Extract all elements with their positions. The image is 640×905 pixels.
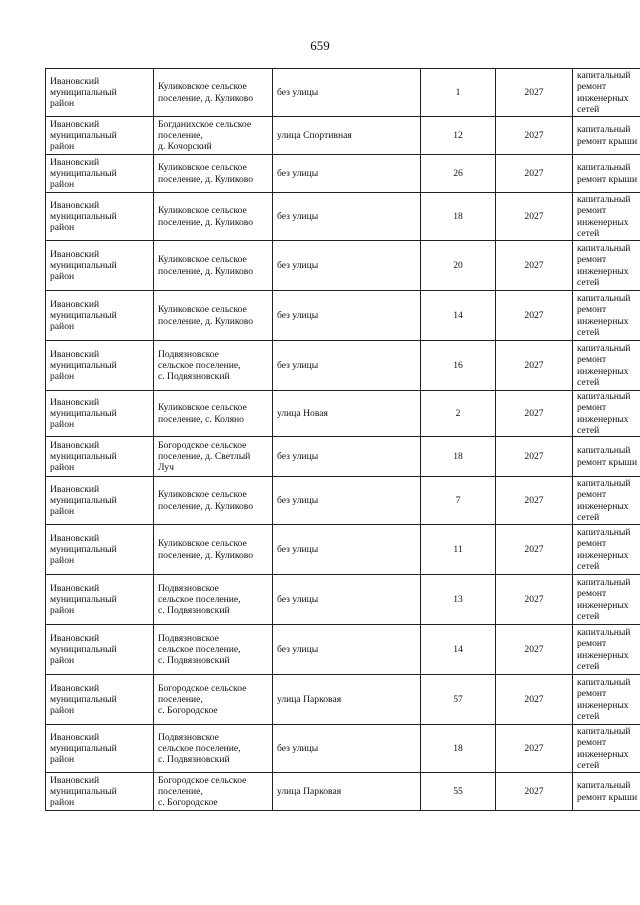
- table-row: [46, 575, 640, 625]
- table-row: [46, 525, 640, 575]
- district-cell-text: Ивановский муниципальный район: [50, 75, 117, 110]
- district-cell: [46, 575, 154, 625]
- year-cell-text: 2027: [524, 543, 544, 555]
- street-cell-text: без улицы: [277, 167, 319, 179]
- house-number-cell: [421, 341, 496, 391]
- settlement-cell: [154, 291, 273, 341]
- house-number-cell-text: 7: [455, 494, 461, 506]
- district-cell: [46, 69, 154, 117]
- district-cell: [46, 477, 154, 525]
- year-cell: [496, 437, 573, 477]
- street-cell: [273, 575, 421, 625]
- house-number-cell: [421, 575, 496, 625]
- street-cell: [273, 525, 421, 575]
- work-type-cell-text: капитальный ремонт инженерных сетей: [577, 627, 631, 672]
- year-cell: [496, 575, 573, 625]
- year-cell: [496, 675, 573, 725]
- table-row: [46, 773, 640, 811]
- work-type-cell-text: капитальный ремонт инженерных сетей: [577, 194, 631, 239]
- settlement-cell-text: Богородское сельское поселение, с. Богородское: [158, 774, 247, 809]
- house-number-cell: [421, 241, 496, 291]
- house-number-cell-text: 14: [453, 309, 463, 321]
- settlement-cell: [154, 155, 273, 193]
- work-type-cell-text: капитальный ремонт инженерных сетей: [577, 391, 631, 436]
- street-cell-text: без улицы: [277, 210, 319, 222]
- year-cell: [496, 193, 573, 241]
- district-cell-text: Ивановский муниципальный район: [50, 298, 117, 333]
- district-cell-text: Ивановский муниципальный район: [50, 248, 117, 283]
- settlement-cell-text: Куликовское сельское поселение, д. Куликово: [158, 162, 254, 185]
- work-type-cell: [573, 241, 640, 291]
- district-cell: [46, 525, 154, 575]
- work-type-cell-text: капитальный ремонт крыши: [577, 124, 638, 147]
- district-cell-text: Ивановский муниципальный район: [50, 582, 117, 617]
- district-cell: [46, 117, 154, 155]
- house-number-cell-text: 26: [453, 167, 463, 179]
- house-number-cell-text: 55: [453, 785, 463, 797]
- work-type-cell: [573, 155, 640, 193]
- street-cell-text: без улицы: [277, 643, 319, 655]
- settlement-cell: [154, 725, 273, 773]
- year-cell: [496, 625, 573, 675]
- street-cell-text: без улицы: [277, 259, 319, 271]
- street-cell: [273, 69, 421, 117]
- work-type-cell: [573, 193, 640, 241]
- settlement-cell-text: Богородское сельское поселение, с. Богородское: [158, 682, 247, 717]
- house-number-cell: [421, 773, 496, 811]
- settlement-cell: [154, 477, 273, 525]
- work-type-cell-text: капитальный ремонт инженерных сетей: [577, 293, 631, 338]
- street-cell-text: без улицы: [277, 494, 319, 506]
- year-cell-text: 2027: [524, 494, 544, 506]
- house-number-cell: [421, 525, 496, 575]
- housing-repair-table: [45, 68, 640, 811]
- year-cell: [496, 391, 573, 437]
- settlement-cell-text: Куликовское сельское поселение, д. Куликово: [158, 254, 254, 277]
- district-cell: [46, 437, 154, 477]
- table-row: [46, 241, 640, 291]
- settlement-cell-text: Куликовское сельское поселение, с. Коляно: [158, 402, 247, 425]
- settlement-cell: [154, 117, 273, 155]
- street-cell: [273, 391, 421, 437]
- house-number-cell-text: 14: [453, 643, 463, 655]
- district-cell: [46, 625, 154, 675]
- street-cell-text: улица Парковая: [277, 785, 342, 797]
- year-cell-text: 2027: [524, 742, 544, 754]
- settlement-cell: [154, 773, 273, 811]
- street-cell: [273, 155, 421, 193]
- year-cell-text: 2027: [524, 643, 544, 655]
- settlement-cell: [154, 193, 273, 241]
- work-type-cell: [573, 69, 640, 117]
- table-body: [46, 69, 640, 811]
- district-cell-text: Ивановский муниципальный район: [50, 396, 117, 431]
- year-cell: [496, 117, 573, 155]
- table-row: [46, 625, 640, 675]
- house-number-cell-text: 11: [453, 543, 463, 555]
- street-cell: [273, 291, 421, 341]
- house-number-cell-text: 1: [455, 86, 461, 98]
- work-type-cell: [573, 525, 640, 575]
- settlement-cell-text: Куликовское сельское поселение, д. Куликово: [158, 538, 254, 561]
- settlement-cell: [154, 437, 273, 477]
- year-cell: [496, 241, 573, 291]
- house-number-cell: [421, 391, 496, 437]
- district-cell: [46, 391, 154, 437]
- district-cell-text: Ивановский муниципальный район: [50, 483, 117, 518]
- street-cell: [273, 773, 421, 811]
- street-cell-text: без улицы: [277, 593, 319, 605]
- year-cell: [496, 773, 573, 811]
- work-type-cell: [573, 625, 640, 675]
- work-type-cell-text: капитальный ремонт инженерных сетей: [577, 527, 631, 572]
- year-cell-text: 2027: [524, 86, 544, 98]
- year-cell: [496, 525, 573, 575]
- street-cell-text: без улицы: [277, 309, 319, 321]
- district-cell-text: Ивановский муниципальный район: [50, 118, 117, 153]
- table-row: [46, 117, 640, 155]
- settlement-cell-text: Подвязновское сельское поселение, с. Подвязновский: [158, 348, 241, 383]
- street-cell-text: без улицы: [277, 450, 319, 462]
- work-type-cell: [573, 675, 640, 725]
- house-number-cell-text: 20: [453, 259, 463, 271]
- work-type-cell: [573, 291, 640, 341]
- settlement-cell-text: Богданихское сельское поселение, д. Кочорский: [158, 118, 252, 153]
- settlement-cell: [154, 625, 273, 675]
- work-type-cell: [573, 341, 640, 391]
- street-cell: [273, 625, 421, 675]
- table-row: [46, 391, 640, 437]
- street-cell-text: без улицы: [277, 86, 319, 98]
- year-cell-text: 2027: [524, 693, 544, 705]
- settlement-cell: [154, 241, 273, 291]
- settlement-cell-text: Подвязновское сельское поселение, с. Подвязновский: [158, 632, 241, 667]
- street-cell: [273, 117, 421, 155]
- district-cell-text: Ивановский муниципальный район: [50, 532, 117, 567]
- work-type-cell-text: капитальный ремонт инженерных сетей: [577, 70, 631, 115]
- year-cell: [496, 69, 573, 117]
- work-type-cell-text: капитальный ремонт крыши: [577, 780, 638, 803]
- work-type-cell-text: капитальный ремонт крыши: [577, 445, 638, 468]
- street-cell-text: улица Спортивная: [277, 129, 352, 141]
- settlement-cell: [154, 575, 273, 625]
- settlement-cell-text: Богородское сельское поселение, д. Светлый Луч: [158, 439, 251, 474]
- street-cell-text: улица Парковая: [277, 693, 342, 705]
- district-cell-text: Ивановский муниципальный район: [50, 731, 117, 766]
- work-type-cell: [573, 117, 640, 155]
- work-type-cell: [573, 725, 640, 773]
- house-number-cell: [421, 155, 496, 193]
- street-cell-text: без улицы: [277, 543, 319, 555]
- district-cell: [46, 341, 154, 391]
- year-cell: [496, 725, 573, 773]
- district-cell: [46, 675, 154, 725]
- street-cell: [273, 477, 421, 525]
- year-cell-text: 2027: [524, 210, 544, 222]
- work-type-cell-text: капитальный ремонт инженерных сетей: [577, 577, 631, 622]
- work-type-cell-text: капитальный ремонт инженерных сетей: [577, 677, 631, 722]
- settlement-cell: [154, 525, 273, 575]
- settlement-cell: [154, 69, 273, 117]
- house-number-cell-text: 18: [453, 210, 463, 222]
- street-cell: [273, 341, 421, 391]
- work-type-cell: [573, 773, 640, 811]
- year-cell: [496, 477, 573, 525]
- district-cell-text: Ивановский муниципальный район: [50, 156, 117, 191]
- year-cell-text: 2027: [524, 167, 544, 179]
- year-cell-text: 2027: [524, 785, 544, 797]
- district-cell-text: Ивановский муниципальный район: [50, 199, 117, 234]
- district-cell: [46, 241, 154, 291]
- table-row: [46, 341, 640, 391]
- district-cell-text: Ивановский муниципальный район: [50, 439, 117, 474]
- house-number-cell: [421, 69, 496, 117]
- year-cell-text: 2027: [524, 309, 544, 321]
- street-cell: [273, 193, 421, 241]
- year-cell-text: 2027: [524, 450, 544, 462]
- table-row: [46, 675, 640, 725]
- house-number-cell-text: 18: [453, 742, 463, 754]
- settlement-cell-text: Подвязновское сельское поселение, с. Подвязновский: [158, 582, 241, 617]
- settlement-cell-text: Куликовское сельское поселение, д. Куликово: [158, 81, 254, 104]
- street-cell: [273, 725, 421, 773]
- street-cell-text: улица Новая: [277, 407, 328, 419]
- table-row: [46, 725, 640, 773]
- work-type-cell-text: капитальный ремонт инженерных сетей: [577, 243, 631, 288]
- house-number-cell: [421, 193, 496, 241]
- house-number-cell: [421, 437, 496, 477]
- district-cell-text: Ивановский муниципальный район: [50, 348, 117, 383]
- house-number-cell-text: 2: [455, 407, 461, 419]
- year-cell: [496, 291, 573, 341]
- street-cell-text: без улицы: [277, 359, 319, 371]
- house-number-cell: [421, 477, 496, 525]
- house-number-cell-text: 57: [453, 693, 463, 705]
- district-cell: [46, 773, 154, 811]
- year-cell-text: 2027: [524, 259, 544, 271]
- settlement-cell-text: Куликовское сельское поселение, д. Куликово: [158, 205, 254, 228]
- street-cell: [273, 675, 421, 725]
- house-number-cell: [421, 291, 496, 341]
- settlement-cell-text: Куликовское сельское поселение, д. Куликово: [158, 489, 254, 512]
- year-cell-text: 2027: [524, 593, 544, 605]
- table-row: [46, 437, 640, 477]
- district-cell-text: Ивановский муниципальный район: [50, 632, 117, 667]
- street-cell: [273, 437, 421, 477]
- house-number-cell: [421, 725, 496, 773]
- street-cell: [273, 241, 421, 291]
- settlement-cell-text: Подвязновское сельское поселение, с. Подвязновский: [158, 731, 241, 766]
- table-row: [46, 193, 640, 241]
- settlement-cell: [154, 341, 273, 391]
- house-number-cell: [421, 675, 496, 725]
- house-number-cell: [421, 117, 496, 155]
- work-type-cell: [573, 477, 640, 525]
- table-row: [46, 69, 640, 117]
- table-row: [46, 291, 640, 341]
- district-cell: [46, 725, 154, 773]
- house-number-cell-text: 18: [453, 450, 463, 462]
- year-cell: [496, 155, 573, 193]
- work-type-cell-text: капитальный ремонт инженерных сетей: [577, 478, 631, 523]
- district-cell-text: Ивановский муниципальный район: [50, 682, 117, 717]
- page-number: 659: [310, 38, 330, 53]
- house-number-cell: [421, 625, 496, 675]
- district-cell: [46, 291, 154, 341]
- work-type-cell: [573, 437, 640, 477]
- district-cell: [46, 193, 154, 241]
- district-cell: [46, 155, 154, 193]
- year-cell-text: 2027: [524, 407, 544, 419]
- street-cell-text: без улицы: [277, 742, 319, 754]
- house-number-cell-text: 12: [453, 129, 463, 141]
- work-type-cell: [573, 391, 640, 437]
- settlement-cell-text: Куликовское сельское поселение, д. Куликово: [158, 304, 254, 327]
- year-cell-text: 2027: [524, 359, 544, 371]
- table-row: [46, 155, 640, 193]
- work-type-cell: [573, 575, 640, 625]
- house-number-cell-text: 13: [453, 593, 463, 605]
- house-number-cell-text: 16: [453, 359, 463, 371]
- year-cell: [496, 341, 573, 391]
- settlement-cell: [154, 391, 273, 437]
- district-cell-text: Ивановский муниципальный район: [50, 774, 117, 809]
- table-row: [46, 477, 640, 525]
- work-type-cell-text: капитальный ремонт инженерных сетей: [577, 726, 631, 771]
- work-type-cell-text: капитальный ремонт крыши: [577, 162, 638, 185]
- settlement-cell: [154, 675, 273, 725]
- work-type-cell-text: капитальный ремонт инженерных сетей: [577, 343, 631, 388]
- year-cell-text: 2027: [524, 129, 544, 141]
